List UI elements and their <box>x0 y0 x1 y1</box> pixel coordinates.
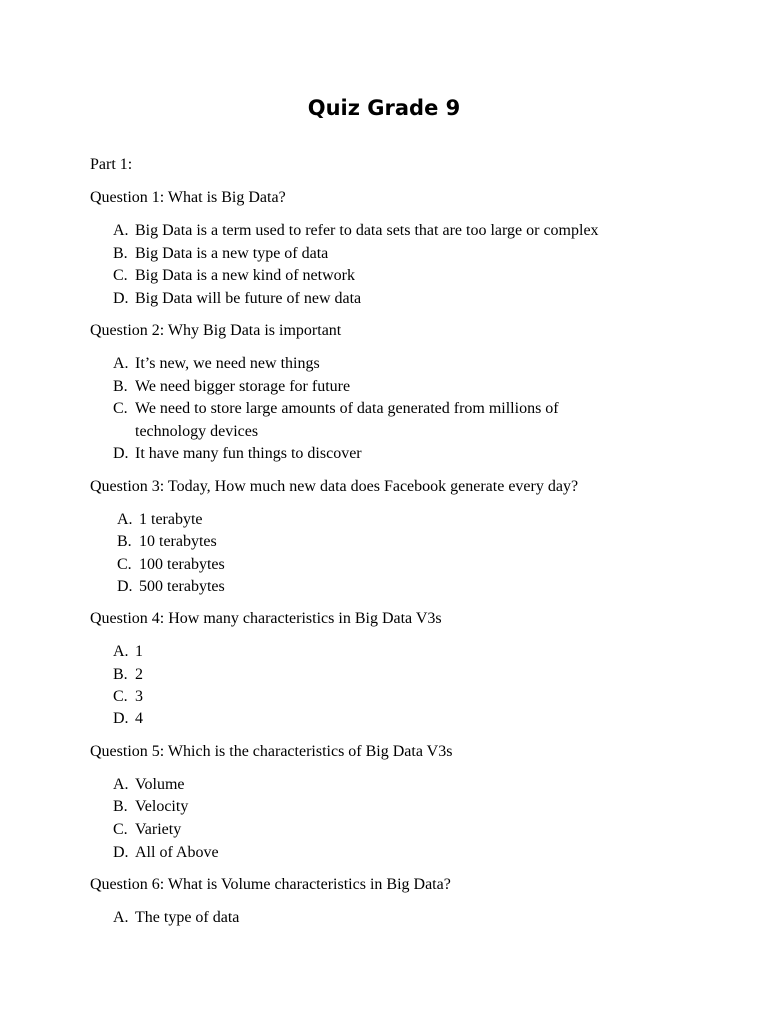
question-1-option-a <box>113 221 599 241</box>
option-letter: B. <box>117 533 132 550</box>
option-letter: B. <box>113 245 128 262</box>
question-5-option-c <box>113 820 181 840</box>
option-text: 2 <box>135 666 143 683</box>
question-6-option-a <box>113 908 239 928</box>
option-letter: C. <box>113 821 128 838</box>
question-4: Question 4: How many characteristics in Big Data V3s <box>90 610 442 627</box>
option-letter: C. <box>113 267 128 284</box>
option-text: It’s new, we need new things <box>135 355 320 372</box>
option-text: 10 terabytes <box>139 533 217 550</box>
question-4-option-a <box>113 642 143 662</box>
question-2-option-c-continuation: technology devices <box>135 423 259 440</box>
question-3: Question 3: Today, How much new data does Facebook generate every day? <box>90 478 579 495</box>
question-1-option-c <box>113 266 355 286</box>
option-text: We need bigger storage for future <box>135 378 351 395</box>
question-5: Question 5: Which is the characteristics of Big Data V3s <box>90 743 453 760</box>
option-letter: A. <box>113 355 129 372</box>
option-letter: B. <box>113 378 128 395</box>
option-text: All of Above <box>135 844 219 861</box>
option-text: Big Data will be future of new data <box>135 290 362 307</box>
option-text: Big Data is a new type of data <box>135 245 329 262</box>
option-letter: D. <box>113 290 129 307</box>
question-2-option-a <box>113 354 320 374</box>
part-heading: Part 1: <box>90 156 133 173</box>
question-1-option-b <box>113 244 328 264</box>
option-letter: D. <box>113 710 129 727</box>
option-text: 100 terabytes <box>139 556 225 573</box>
option-text: We need to store large amounts of data generated from millions of <box>135 400 559 417</box>
option-text: 1 <box>135 643 143 660</box>
question-1-option-d <box>113 289 361 309</box>
question-2-option-c <box>113 399 559 419</box>
question-2: Question 2: Why Big Data is important <box>90 322 342 339</box>
question-3-option-c <box>117 555 225 575</box>
question-4-option-d <box>113 709 143 729</box>
question-1: Question 1: What is Big Data? <box>90 189 286 206</box>
option-text: 500 terabytes <box>139 578 225 595</box>
option-text: Variety <box>135 821 182 838</box>
question-4-option-c <box>113 687 143 707</box>
question-3-option-a <box>117 510 203 530</box>
option-text: 1 terabyte <box>139 511 203 528</box>
question-4-option-b <box>113 665 143 685</box>
question-3-option-b <box>117 532 217 552</box>
option-letter: B. <box>113 666 128 683</box>
option-letter: A. <box>113 776 129 793</box>
option-letter: A. <box>117 511 133 528</box>
option-letter: B. <box>113 798 128 815</box>
option-text: 4 <box>135 710 143 727</box>
option-letter: D. <box>113 445 129 462</box>
option-letter: C. <box>113 688 128 705</box>
question-5-option-a <box>113 775 184 795</box>
question-6: Question 6: What is Volume characteristics in Big Data? <box>90 876 451 893</box>
question-5-option-d <box>113 843 219 863</box>
option-letter: C. <box>113 400 128 417</box>
option-text: Big Data is a new kind of network <box>135 267 355 284</box>
option-letter: D. <box>117 578 133 595</box>
option-text: 3 <box>135 688 143 705</box>
option-text: Velocity <box>135 798 189 815</box>
option-letter: A. <box>113 643 129 660</box>
option-text: Big Data is a term used to refer to data sets that are too large or complex <box>135 222 599 239</box>
question-5-option-b <box>113 797 188 817</box>
option-text: The type of data <box>135 909 240 926</box>
option-letter: C. <box>117 556 132 573</box>
question-2-option-b <box>113 377 350 397</box>
option-letter: A. <box>113 909 129 926</box>
question-3-option-d <box>117 577 225 597</box>
question-2-option-d <box>113 444 362 464</box>
option-letter: D. <box>113 844 129 861</box>
option-letter: A. <box>113 222 129 239</box>
option-text: Volume <box>135 776 185 793</box>
option-text: It have many fun things to discover <box>135 445 362 462</box>
page-title: Quiz Grade 9 <box>307 96 461 120</box>
